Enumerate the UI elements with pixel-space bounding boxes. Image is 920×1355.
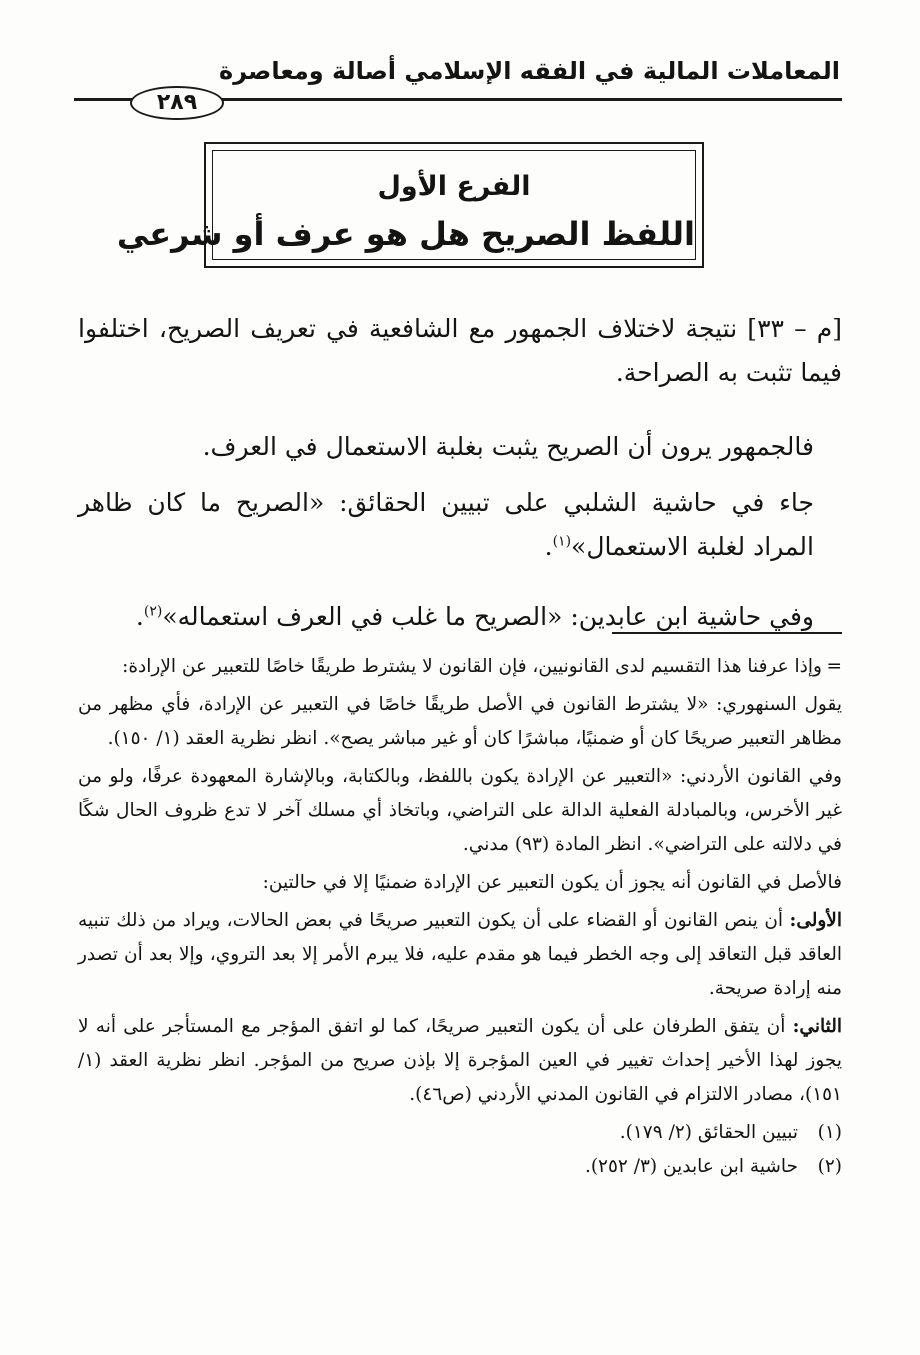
paragraph-3: [78, 481, 842, 569]
footnote-ref-1[interactable]: (١): [552, 533, 572, 550]
footnote-continued-3: وفي القانون الأردني: «التعبير عن الإرادة يكون باللفظ، وبالكتابة، وبالإشارة المعهودة عرفًا، ولو من غير الأخرس، وبالمبادلة الفعلية الدالة على التراضي، وباتخاذ أي مسلك آخر لا تدع ظروف الحال شكًا في دلالته على التراضي». انظر المادة (٩٣) مدني.: [78, 766, 842, 855]
section-title-inner-border: [116, 150, 696, 260]
continuation-mark: =: [826, 656, 842, 677]
section-title-frame: [116, 142, 704, 268]
paragraph-4-text: وفي حاشية ابن عابدين: «الصريح ما غلب في العرف استعماله»: [162, 602, 814, 631]
section-heading: الفرع الأول: [377, 171, 531, 202]
footnote-1: [78, 1116, 842, 1150]
footnote-2: [78, 1150, 842, 1184]
footnote-separator: [612, 632, 842, 634]
running-header-title: المعاملات المالية في الفقه الإسلامي أصالة ومعاصرة: [219, 57, 840, 85]
paragraph-3-end: .: [544, 532, 553, 561]
footnote-2-number: (٢): [817, 1156, 842, 1177]
page-number: ٢٨٩: [130, 86, 224, 120]
footnote-first-label: الأولى:: [789, 910, 842, 931]
paragraph-3-text: جاء في حاشية الشلبي على تبيين الحقائق: «الصريح ما كان ظاهر المراد لغلبة الاستعمال»: [78, 488, 814, 561]
footnote-1-number: (١): [817, 1122, 842, 1143]
footnote-continued-1-text: وإذا عرفنا هذا التقسيم لدى القانونيين، فإن القانون لا يشترط طريقًا خاصًا للتعبير عن الإرادة:: [122, 656, 822, 677]
footnote-continued-2: يقول السنهوري: «لا يشترط القانون في الأصل طريقًا خاصًا في التعبير عن الإرادة، فأي مظهر من مظاهر التعبير صريحًا كان أو ضمنيًا، مباشرًا كان أو غير مباشر يصح». انظر نظرية العقد (١/ ١٥٠).: [78, 694, 842, 749]
footnote-second-label: الثاني:: [792, 1016, 842, 1037]
footnote-ref-2[interactable]: (٢): [143, 603, 163, 620]
footnote-1-text: تبيين الحقائق (٢/ ١٧٩).: [619, 1122, 798, 1143]
footnote-continued-5-text: أن ينص القانون أو القضاء على أن يكون التعبير صريحًا في بعض الحالات، ويراد من ذلك تنبيه العاقد قبل التعاقد إلى وجه الخطر فيما هو مقدم عليه، فلا يبرم الأمر إلا بعد التروي، وإلا بعد أن تصدر منه إرادة صريحة.: [78, 910, 842, 999]
footnote-continued-1: [78, 650, 842, 684]
section-subheading: اللفظ الصريح هل هو عرف أو شرعي: [116, 215, 695, 253]
footnote-continued-6-text: أن يتفق الطرفان على أن يكون التعبير صريحًا، كما لو اتفق المؤجر مع المستأجر على أنه لا يجوز لهذا الأخير إحداث تغيير في العين المؤجرة إلا بإذن صريح من المؤجر. انظر نظرية العقد (١/ ١٥١)، مصادر الالتزام في القانون المدني الأردني (ص٤٦).: [78, 1016, 842, 1105]
footnote-continued-5: [78, 904, 842, 1006]
paragraph-1: [م – ٣٣] نتيجة لاختلاف الجمهور مع الشافعية في تعريف الصريح، اختلفوا فيما تثبت به الصراحة.: [78, 314, 842, 387]
paragraph-2: فالجمهور يرون أن الصريح يثبت بغلبة الاستعمال في العرف.: [202, 432, 814, 461]
footnotes: [78, 650, 842, 1184]
footnote-continued-6: [78, 1010, 842, 1112]
footnote-continued-4: فالأصل في القانون أنه يجوز أن يكون التعبير عن الإرادة ضمنيًا إلا في حالتين:: [262, 872, 842, 893]
footnote-2-text: حاشية ابن عابدين (٣/ ٢٥٢).: [584, 1156, 798, 1177]
paragraph-4-end: .: [135, 602, 144, 631]
